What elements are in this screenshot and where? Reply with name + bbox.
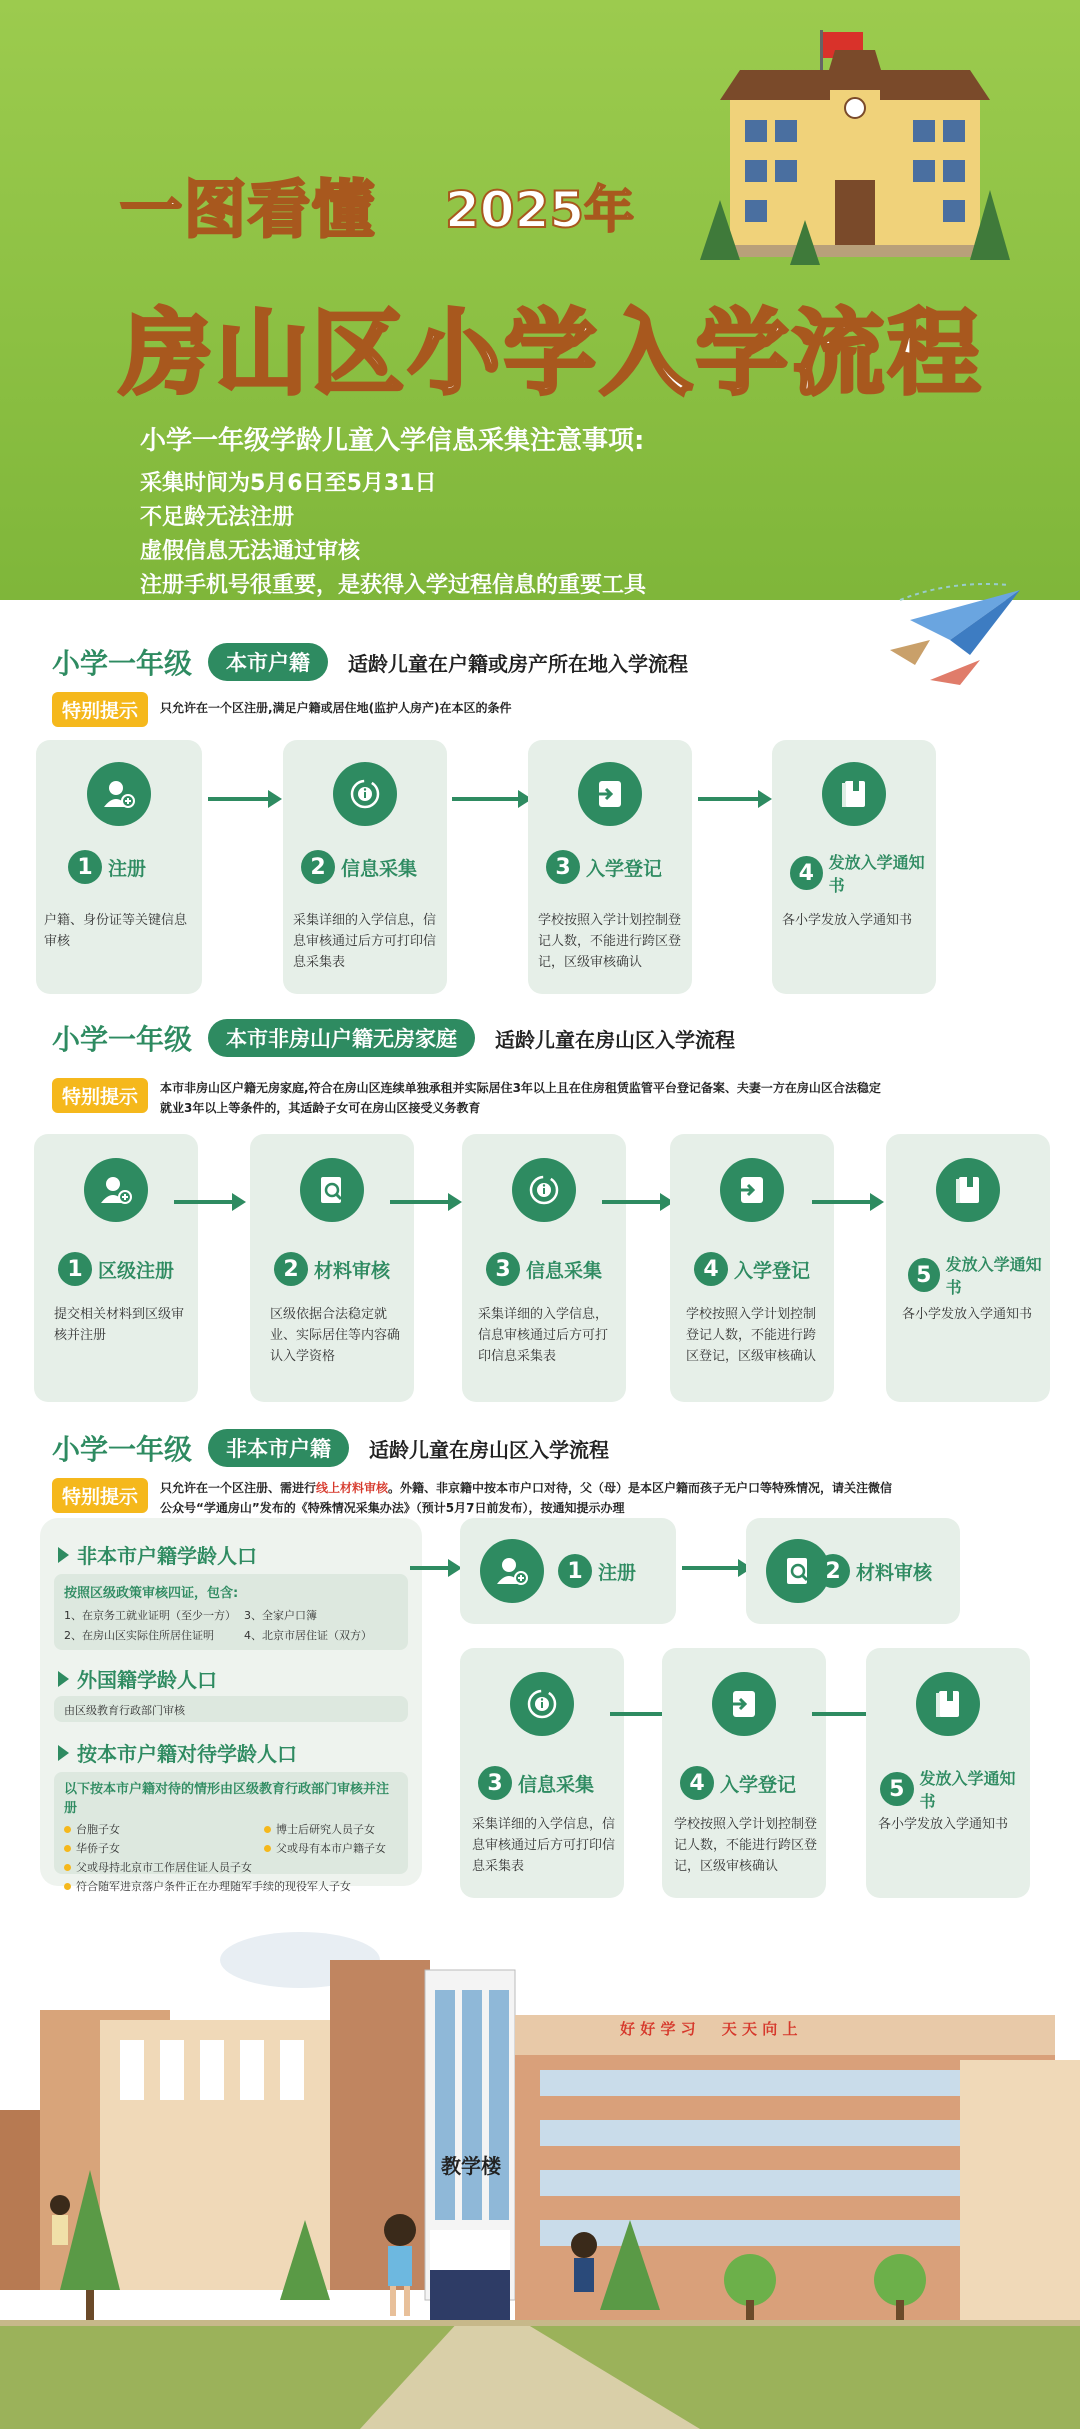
section2-header <box>52 1018 735 1058</box>
user-add-icon <box>84 1158 148 1222</box>
tip-label: 特别提示 <box>52 692 148 727</box>
section-subtitle: 适龄儿童在房山区入学流程 <box>495 1027 736 1052</box>
step-name: 材料审核 <box>314 1259 391 1282</box>
list-item: 2、在房山区实际住所居住证明 <box>64 1629 214 1642</box>
panel-box <box>54 1696 408 1722</box>
panel-box <box>54 1772 408 1893</box>
list-item: 博士后研究人员子女 <box>264 1821 414 1837</box>
list-item: 父或母持北京市工作居住证人员子女 <box>64 1859 414 1875</box>
step-number: 1 <box>58 1252 92 1286</box>
step-card <box>662 1648 826 1898</box>
notice-line: 虚假信息无法通过审核 <box>140 539 361 564</box>
tip-text: 本市非房山区户籍无房家庭,符合在房山区连续单独承租并实际居住3年以上且在住房租赁监管平台登记备案、夫妻一方在房山区合法稳定就业3年以上等条件的，其适龄子女可在房山区接受义务教育 <box>160 1081 881 1115</box>
notice-book-icon <box>936 1158 1000 1222</box>
notice-line: 不足龄无法注册 <box>140 505 295 530</box>
notice-block <box>140 420 646 600</box>
triangle-icon <box>58 1745 69 1761</box>
step-number: 2 <box>816 1554 850 1588</box>
hero-title-sub: 房山区小学入学流程 <box>120 300 985 407</box>
register-icon <box>578 762 642 826</box>
step-title <box>68 850 146 884</box>
step-card <box>460 1518 676 1624</box>
tip-label: 特别提示 <box>52 1478 148 1513</box>
step-name: 入学登记 <box>734 1259 811 1282</box>
info-refresh-icon <box>333 762 397 826</box>
arrow-right-icon <box>812 1200 872 1204</box>
list-item: 华侨子女 <box>64 1840 264 1856</box>
triangle-icon <box>58 1547 69 1563</box>
section-grade: 小学一年级 <box>52 647 193 680</box>
register-icon <box>712 1672 776 1736</box>
info-refresh-icon <box>512 1158 576 1222</box>
step-title <box>301 850 417 884</box>
notice-line: 注册手机号很重要，是获得入学过程信息的重要工具 <box>140 573 647 598</box>
step-name: 信息采集 <box>518 1773 595 1796</box>
notice-book-icon <box>822 762 886 826</box>
info-refresh-icon <box>510 1672 574 1736</box>
step-card <box>746 1518 960 1624</box>
step-card <box>34 1134 198 1402</box>
step-card <box>528 740 692 994</box>
panel-heading: 按本市户籍对待学龄人口 <box>58 1738 297 1767</box>
tip-highlight: 线上材料审核 <box>316 1481 389 1495</box>
step-number: 4 <box>680 1766 714 1800</box>
step-title <box>546 850 662 884</box>
notice-line: 采集时间为5月6日至5月31日 <box>140 471 437 496</box>
section-grade: 小学一年级 <box>52 1433 193 1466</box>
triangle-icon <box>58 1671 69 1687</box>
slogan: 好 好 学 习 天 天 向 上 <box>620 2020 798 2038</box>
step-name: 信息采集 <box>341 857 418 880</box>
step-name: 区级注册 <box>98 1259 175 1282</box>
step-card <box>886 1134 1050 1402</box>
hero-year: 2025年 <box>445 181 635 239</box>
step-desc: 学校按照入学计划控制登记人数，不能进行跨区登记，区级审核确认 <box>538 913 682 970</box>
step-title <box>790 850 936 896</box>
arrow-right-icon <box>602 1200 662 1204</box>
step-card <box>866 1648 1030 1898</box>
step-title <box>680 1766 796 1800</box>
arrow-right-icon <box>174 1200 234 1204</box>
step-card <box>462 1134 626 1402</box>
step-desc: 采集详细的入学信息，信息审核通过后方可打印信息采集表 <box>293 913 437 970</box>
panel-heading: 外国籍学龄人口 <box>58 1664 217 1693</box>
arrow-right-icon <box>390 1200 450 1204</box>
step-name: 注册 <box>108 857 147 880</box>
step-card <box>460 1648 624 1898</box>
step-name: 注册 <box>598 1561 637 1584</box>
arrow-right-icon <box>682 1566 740 1570</box>
tip-label: 特别提示 <box>52 1078 148 1113</box>
step-number: 2 <box>274 1252 308 1286</box>
step-name: 信息采集 <box>526 1259 603 1282</box>
building-sign: 教学楼 <box>441 2154 501 2178</box>
section2-tip <box>52 1078 892 1118</box>
step-title <box>558 1554 636 1588</box>
notice-title: 小学一年级学龄儿童入学信息采集注意事项: <box>140 426 645 456</box>
box-title: 以下按本市户籍对待的情形由区级教育行政部门审核并注册 <box>64 1782 390 1816</box>
step-desc: 户籍、身份证等关键信息审核 <box>44 913 188 949</box>
panel-box <box>54 1574 408 1650</box>
step-title <box>274 1252 390 1286</box>
section-grade: 小学一年级 <box>52 1023 193 1056</box>
user-add-icon <box>87 762 151 826</box>
campus-scene-illustration <box>0 1900 1080 2429</box>
paper-plane-icon <box>890 580 1030 690</box>
user-add-icon <box>480 1539 544 1603</box>
tip-text: 只允许在一个区注册,满足户籍或居住地(监护人房产)在本区的条件 <box>160 701 512 715</box>
step-number: 2 <box>301 850 335 884</box>
step-number: 4 <box>790 856 823 890</box>
notice-book-icon <box>916 1672 980 1736</box>
step-number: 5 <box>880 1772 914 1806</box>
list-item: 3、全家户口簿 <box>244 1609 317 1622</box>
section3-header <box>52 1428 609 1468</box>
step-desc: 各小学发放入学通知书 <box>902 1307 1033 1322</box>
step-name: 材料审核 <box>856 1561 933 1584</box>
box-title: 按照区级政策审核四证，包含: <box>64 1586 239 1601</box>
section-tag: 本市户籍 <box>208 643 328 681</box>
step-name: 发放入学通知书 <box>945 1255 1042 1297</box>
hero-title-main: 一图看懂 <box>120 173 377 246</box>
step-name: 入学登记 <box>586 857 663 880</box>
list-item: 符合随军进京落户条件正在办理随军手续的现役军人子女 <box>64 1878 414 1894</box>
arrow-right-icon <box>698 797 760 801</box>
panel-heading: 非本市户籍学龄人口 <box>58 1540 257 1569</box>
section1-header <box>52 642 688 682</box>
step-number: 3 <box>486 1252 520 1286</box>
step-desc: 区级依据合法稳定就业、实际居住等内容确认入学资格 <box>270 1307 401 1364</box>
section1-tip <box>52 692 1002 727</box>
list-item: 父或母有本市户籍子女 <box>264 1840 414 1856</box>
step-desc: 提交相关材料到区级审核并注册 <box>54 1307 185 1343</box>
arrow-right-icon <box>410 1566 450 1570</box>
step-card <box>670 1134 834 1402</box>
school-building-illustration <box>700 30 1010 270</box>
arrow-right-icon <box>452 797 520 801</box>
step-card <box>283 740 447 994</box>
step-card <box>250 1134 414 1402</box>
step-number: 1 <box>68 850 102 884</box>
step-number: 3 <box>546 850 580 884</box>
step-desc: 各小学发放入学通知书 <box>878 1817 1009 1832</box>
hero-banner <box>0 0 1080 600</box>
step-title <box>908 1252 1050 1298</box>
step-desc: 各小学发放入学通知书 <box>782 913 913 928</box>
list-item: 4、北京市居住证（双方） <box>244 1629 372 1642</box>
box-text: 由区级教育行政部门审核 <box>64 1704 185 1717</box>
eligibility-panel <box>40 1518 422 1893</box>
section-subtitle: 适龄儿童在户籍或房产所在地入学流程 <box>348 651 689 676</box>
step-name: 发放入学通知书 <box>828 853 925 895</box>
tip-text: 只允许在一个区注册、需进行线上材料审核。外籍、非京籍中按本市户口对待，父（母）是本区户籍而孩子无户口等特殊情况，请关注微信公众号“学通房山”发布的《特殊情况采集办法》（预计5月7日前发布），按通知提示办理 <box>160 1481 893 1515</box>
section-tag: 非本市户籍 <box>208 1429 349 1467</box>
section-tag: 本市非房山户籍无房家庭 <box>208 1019 475 1057</box>
step-card <box>36 740 202 994</box>
step-title <box>816 1554 932 1588</box>
step-card <box>772 740 936 994</box>
step-desc: 采集详细的入学信息，信息审核通过后方可打印信息采集表 <box>478 1307 609 1364</box>
step-number: 4 <box>694 1252 728 1286</box>
arrow-right-icon <box>812 1712 874 1716</box>
step-title <box>694 1252 810 1286</box>
step-desc: 学校按照入学计划控制登记人数，不能进行跨区登记，区级审核确认 <box>686 1307 817 1364</box>
step-title <box>486 1252 602 1286</box>
step-name: 入学登记 <box>720 1773 797 1796</box>
section3-tip <box>52 1478 902 1518</box>
step-title <box>880 1766 1030 1812</box>
register-icon <box>720 1158 784 1222</box>
step-desc: 学校按照入学计划控制登记人数，不能进行跨区登记，区级审核确认 <box>674 1817 818 1874</box>
step-number: 5 <box>908 1258 940 1292</box>
step-number: 3 <box>478 1766 512 1800</box>
section-subtitle: 适龄儿童在房山区入学流程 <box>369 1437 610 1462</box>
document-search-icon <box>300 1158 364 1222</box>
arrow-right-icon <box>208 797 270 801</box>
list-item: 1、在京务工就业证明（至少一方） <box>64 1609 236 1622</box>
step-title <box>58 1252 174 1286</box>
step-desc: 采集详细的入学信息，信息审核通过后方可打印信息采集表 <box>472 1817 616 1874</box>
step-name: 发放入学通知书 <box>919 1769 1016 1811</box>
step-number: 1 <box>558 1554 592 1588</box>
list-item: 台胞子女 <box>64 1821 264 1837</box>
step-title <box>478 1766 594 1800</box>
